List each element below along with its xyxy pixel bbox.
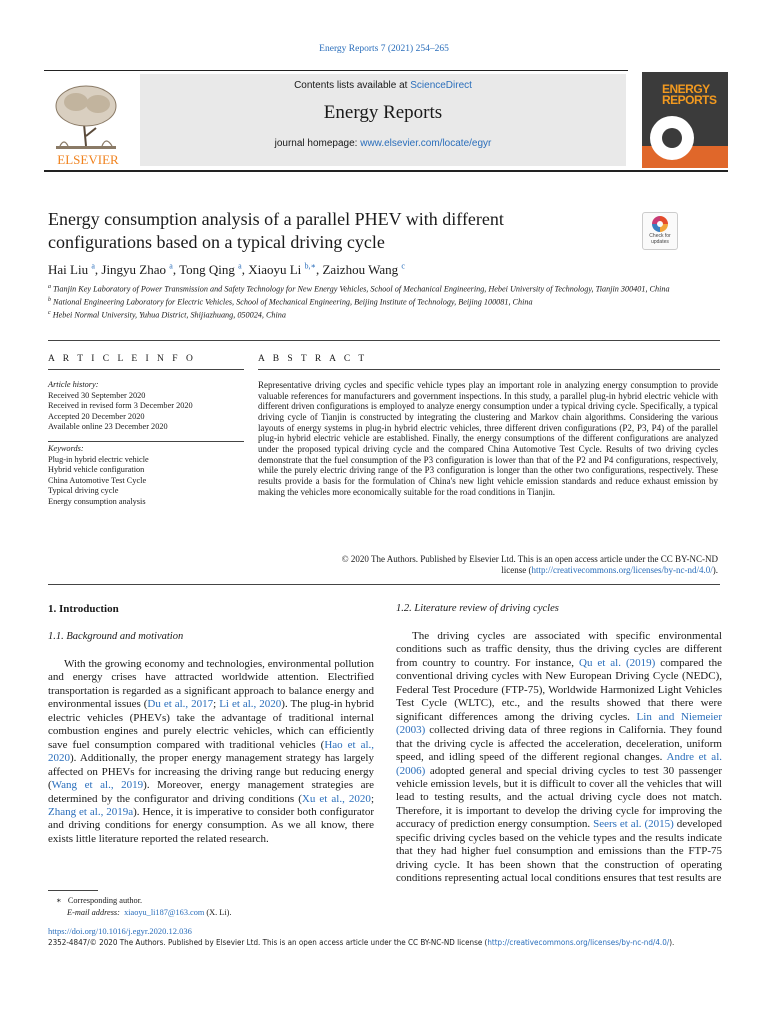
copyright-suffix: ).	[712, 565, 718, 575]
body-text: compared the conventional driving cycles with New European Driving Cycle (NEDC), Federal Test Procedure (FTP-75), Worldwide Harmonized Light Vehicles Test Cycle (WLTC), etc., and the results showed that there were significant differences among the driving cycles.	[396, 656, 723, 723]
keyword: Typical driving cycle	[48, 486, 119, 496]
elsevier-logo	[46, 76, 130, 168]
body-paragraph-right	[396, 630, 722, 886]
affiliation-text: National Engineering Laboratory for Electric Vehicles, School of Mechanical Engineering, Beijing Institute of Technology, Beijing 100081, China	[53, 297, 533, 307]
body-text: adopted general and special driving cycles to test 30 passenger vehicle emission levels, but it is difficult to cover all the vehicles that will lead to testing results, and the actual driving cycle does not match. Therefore, it is important to develop the driving cycle for improving the accuracy of prediction energy consumption.	[396, 764, 722, 831]
affiliation-marker: a	[48, 284, 51, 290]
keyword-list	[48, 455, 248, 508]
keywords-label: Keywords:	[48, 444, 84, 453]
body-text: ). Hence, it is imperative to consider both configurator and driving conditions for energy consumption. As we all know, there exists little literature reported the related research.	[48, 805, 374, 845]
license-prefix: 2352-4847/© 2020 The Authors. Published by Elsevier Ltd. This is an open access article under the CC BY-NC-ND license (	[48, 938, 488, 947]
citation-link[interactable]: Li et al., 2020	[219, 698, 282, 711]
copyright-line2	[258, 565, 718, 576]
tree-illustration	[56, 86, 116, 149]
affiliation-text: Tianjin Key Laboratory of Power Transmission and Safety Technology for New Energy Vehicles, School of Mechanical Engineering, Hebei University of Technology, Tianjin 300401, China	[53, 284, 670, 294]
journal-masthead	[44, 70, 728, 172]
history-list	[48, 391, 248, 433]
keywords-rule	[48, 441, 244, 442]
subsection-heading-background: 1.1. Background and motivation	[48, 631, 184, 642]
email-label: E-mail address:	[67, 908, 120, 917]
check-updates-line2: updates	[651, 239, 669, 245]
author-separator: ,	[94, 262, 102, 278]
citation-link[interactable]: Du et al., 2017	[147, 698, 214, 711]
journal-citation	[0, 44, 768, 54]
author-name[interactable]: Zaizhou Wang	[322, 262, 399, 278]
keyword: Energy consumption analysis	[48, 496, 146, 506]
affiliation-marker: c	[48, 310, 51, 317]
journal-name: Energy Reports	[323, 102, 443, 123]
footnote-email-line	[48, 907, 378, 919]
abstract-heading: A B S T R A C T	[258, 354, 368, 364]
license-link[interactable]: http://creativecommons.org/licenses/by-nc-nd/4.0/	[487, 938, 670, 947]
affiliation-list	[48, 282, 688, 322]
history-entry: Received 30 September 2020	[48, 390, 146, 400]
cover-title-line2: REPORTS	[662, 93, 717, 107]
author	[101, 262, 179, 277]
author-name[interactable]: Jingyu Zhao	[101, 262, 167, 278]
citation-link[interactable]: Wang et al., 2019	[51, 779, 144, 792]
author	[48, 262, 101, 277]
title-divider	[48, 340, 720, 341]
author-affiliation-marker[interactable]: c	[401, 262, 405, 271]
copyright-prefix: license (	[501, 565, 532, 575]
citation-link[interactable]: Seers et al. (2015)	[593, 818, 674, 831]
abstract-rule	[258, 369, 720, 370]
cover-title	[662, 84, 717, 106]
body-text: ). The plug-in hybrid electric vehicles (PHEVs) take the advantage of traditional internal combustion engines and purely electric vehicles, which can efficiently save fuel consumption compared with traditional vehicles (	[48, 698, 375, 751]
body-paragraph-left	[48, 658, 374, 846]
affiliation-text: Hebei Normal University, Yuhua District, Shijiazhuang, 050024, China	[52, 311, 286, 321]
author-separator: ,	[172, 262, 180, 278]
keywords-block	[48, 444, 248, 508]
body-text: With the growing economy and technologies, environmental pollution and energy crises have attracted worldwide attention. Electrified transportation is regarded as a significant approach to balance energy and environmental issues (	[48, 658, 374, 711]
author-affiliation-marker[interactable]: a	[169, 262, 173, 271]
citation-link[interactable]: Qu et al. (2019)	[579, 656, 656, 669]
journal-citation-link[interactable]: Energy Reports 7 (2021) 254–265	[319, 44, 449, 54]
corresponding-author-footnote	[48, 890, 378, 919]
history-entry: Available online 23 December 2020	[48, 422, 168, 432]
doi-line	[48, 926, 192, 936]
corresponding-text: Corresponding author.	[67, 896, 143, 905]
doi-link[interactable]: https://doi.org/10.1016/j.egyr.2020.12.036	[48, 926, 192, 936]
author	[322, 262, 404, 277]
section-heading-introduction: 1. Introduction	[48, 603, 119, 615]
article-info-heading: A R T I C L E I N F O	[48, 354, 196, 364]
cover-title-line1: ENERGY	[662, 82, 710, 96]
author-name[interactable]: Xiaoyu Li	[248, 262, 302, 278]
author-affiliation-marker[interactable]: a	[238, 262, 242, 271]
affiliation	[48, 308, 688, 321]
keyword: Hybrid vehicle configuration	[48, 465, 145, 475]
author-list	[48, 262, 688, 278]
history-label: Article history:	[48, 380, 99, 389]
article-title: Energy consumption analysis of a parallel PHEV with different configurations based on a typical driving cycle	[48, 209, 504, 252]
copyright-line1: © 2020 The Authors. Published by Elsevier Ltd. This is an open access article under the CC BY-NC-ND	[341, 554, 718, 564]
author-name[interactable]: Hai Liu	[48, 262, 89, 278]
abstract-bottom-rule	[48, 584, 720, 585]
affiliation-marker: b	[48, 297, 51, 304]
body-text: The driving cycles are associated with specific environmental conditions such as traffic density, thus the driving cycles are different from country to country. For instance,	[396, 630, 722, 669]
subsection-heading-literature: 1.2. Literature review of driving cycles	[396, 603, 559, 614]
contents-line	[140, 80, 626, 91]
author-separator: ,	[315, 262, 323, 278]
footnote-rule	[48, 890, 98, 891]
citation-link[interactable]: Zhang et al., 2019a	[48, 805, 134, 818]
sciencedirect-link[interactable]: ScienceDirect	[410, 80, 472, 91]
body-text: ;	[370, 792, 374, 805]
citation-link[interactable]: Xu et al., 2020	[301, 792, 371, 805]
affiliation	[48, 282, 688, 295]
body-text: developed specific driving cycles based on the vehicle types and the results indicate that they had higher fuel consumption and emissions than the FTP-75 driving cycle. It has been shown that the construction of operating conditions representing actual local conditions ensures that test results are	[396, 818, 722, 885]
check-updates-icon	[652, 216, 668, 232]
keyword: China Automotive Test Cycle	[48, 475, 147, 485]
license-line	[48, 937, 720, 948]
elsevier-wordmark: ELSEVIER	[57, 152, 119, 167]
keyword: Plug-in hybrid electric vehicle	[48, 454, 149, 464]
email-suffix: (X. Li).	[206, 908, 232, 917]
author	[248, 262, 322, 277]
homepage-prefix: journal homepage:	[274, 138, 361, 149]
masthead-bottom-rule	[44, 170, 728, 172]
author-separator: ,	[241, 262, 249, 278]
citation-link[interactable]: Hao et al., 2020	[48, 738, 375, 765]
article-info-rule	[48, 369, 244, 370]
footnote-corresponding	[48, 895, 378, 907]
author-affiliation-marker[interactable]: a	[91, 262, 95, 271]
citation-link[interactable]: Andre et al. (2006)	[396, 751, 722, 777]
check-updates-line1: Check for	[649, 233, 671, 239]
body-text: ;	[213, 698, 220, 711]
cc-license-link[interactable]: http://creativecommons.org/licenses/by-nc-nd/4.0/	[531, 565, 713, 575]
journal-homepage-link[interactable]: www.elsevier.com/locate/egyr	[360, 138, 492, 149]
history-entry: Accepted 20 December 2020	[48, 411, 145, 421]
body-text: ). Additionally, the proper energy management strategy has largely affected on PHEVs for increasing the driving range but reducing energy (	[48, 752, 374, 792]
history-entry: Received in revised form 3 December 2020	[48, 401, 193, 411]
journal-cover-thumbnail[interactable]	[642, 72, 728, 168]
affiliation	[48, 295, 688, 308]
cover-e-graphic	[650, 116, 694, 160]
article-history	[48, 380, 248, 433]
body-text: ). Moreover, energy management strategies are determined by the configurator and driving conditions (	[48, 779, 374, 805]
body-text: collected driving data of three regions in California. They found that the driving cycle is affected the acceleration, deceleration, uniform speed, and idling speed of the different regional changes.	[396, 724, 722, 764]
author-affiliation-marker[interactable]: b,∗	[304, 262, 316, 271]
license-suffix: ).	[669, 938, 675, 947]
author-name[interactable]: Tong Qing	[179, 262, 235, 278]
contents-prefix: Contents lists available at	[294, 80, 411, 91]
homepage-line	[140, 138, 626, 149]
masthead-top-rule	[44, 70, 628, 71]
abstract-text: Representative driving cycles and specific vehicle types play an important role in analyzing energy consumption to provide valuable references for manufacturers and government inspections. In this study, a parallel plug-in hybrid electric vehicle with different driven configurations is employed to analyze energy consumption under a typical driving cycle. Specifically, a typical driving cycle of Tianjin is constructed by integrating the clustering and Markov chain algorithms. Considering the various layouts of energy systems in plug-in hybrid electric vehicles, three different driven configurations (P2, P3, P4) of the parallel plug-in hybrid electric vehicle are established. Finally, the energy consumptions of the different configurations are analyzed under the proposed typical driving cycle and the compared China Automotive Test Cycle. Results of two driving cycles demonstrate that the fuel consumption of the P3 configuration is lower than that of the P2 and P4 configurations, respectively, while the purely electric driving range of the P3 configuration is longer than the other two configurations, respectively. These results provide a basis for the formulation of China's new light vehicle emission standards and reduce exhaust emission by making the vehicles more economically suitable for the road conditions in Tianjin.	[258, 380, 718, 497]
masthead-center-panel	[140, 74, 626, 166]
footnote-marker: ∗	[56, 896, 62, 905]
citation-link[interactable]: Lin and Niemeier (2003)	[396, 710, 722, 737]
abstract-copyright	[258, 554, 718, 576]
author-email-link[interactable]: xiaoyu_li187@163.com	[124, 908, 205, 917]
check-for-updates-button[interactable]	[642, 212, 678, 250]
author	[179, 262, 248, 277]
